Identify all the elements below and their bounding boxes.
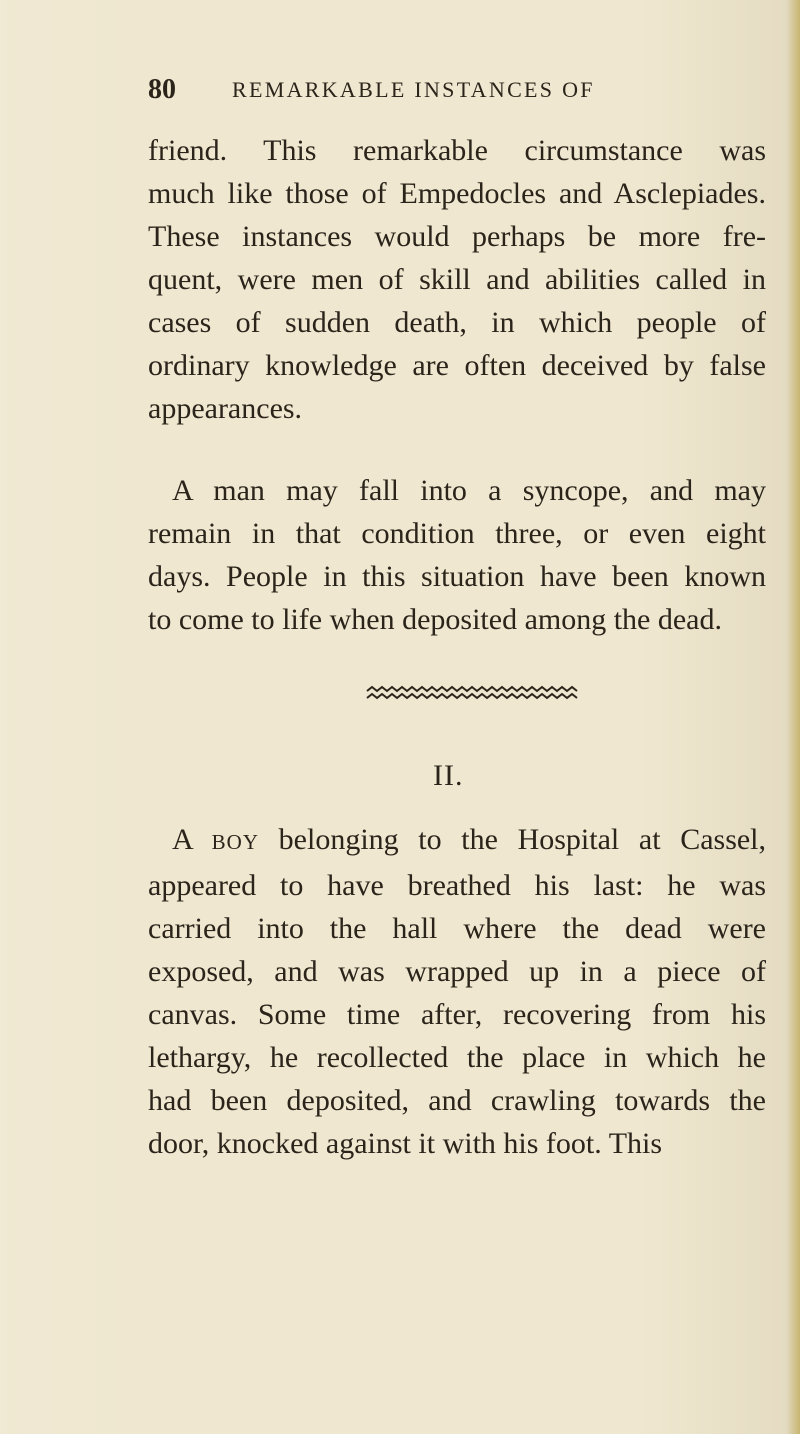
page-number: 80 (148, 74, 176, 105)
paragraph-syncope (148, 469, 766, 649)
paragraph-line: friend. This remarkable circumstance was (148, 134, 766, 167)
paragraph-line: A man may fall into a syncope, and may (172, 474, 766, 507)
paragraph-line: These instances would perhaps be more fre- (148, 220, 766, 253)
paragraph-line: to come to life when deposited among the dead. (148, 603, 722, 636)
paragraph-first-line (148, 818, 766, 864)
initial-letter: A (172, 823, 193, 856)
paragraph-line: appeared to have breathed his last: he was (148, 869, 766, 902)
paragraph-line: door, knocked against it with his foot. This (148, 1127, 663, 1160)
paragraph-line: ordinary knowledge are often deceived by false (148, 349, 766, 382)
paragraph-line: cases of sudden death, in which people of (148, 306, 766, 339)
paragraph-cassel-boy (148, 818, 766, 1318)
paragraph-line: remain in that condition three, or even eight (148, 517, 766, 550)
running-head (148, 74, 668, 114)
paragraph-continuation (148, 129, 766, 425)
ornamental-rule (363, 685, 579, 701)
section-number: II. (433, 759, 464, 792)
paragraph-line: appearances. (148, 392, 303, 425)
paragraph-line: carried into the hall where the dead were (148, 912, 766, 945)
paragraph-line: lethargy, he recollected the place in which he (148, 1041, 766, 1074)
first-line-text: belonging to the Hospital at Cassel, (278, 823, 767, 856)
paragraph-line: had been deposited, and crawling towards the (148, 1084, 766, 1117)
small-caps-word: BOY (211, 830, 260, 854)
paragraph-line: canvas. Some time after, recovering from his (148, 998, 766, 1031)
running-title: REMARKABLE INSTANCES OF (232, 77, 595, 102)
paragraph-line: days. People in this situation have been known (148, 560, 766, 593)
paragraph-line: quent, were men of skill and abilities called in (148, 263, 766, 296)
page-edge-shadow (786, 0, 800, 1434)
paragraph-line: much like those of Empedocles and Asclepiades. (148, 177, 766, 210)
paragraph-line: exposed, and was wrapped up in a piece of (148, 955, 766, 988)
